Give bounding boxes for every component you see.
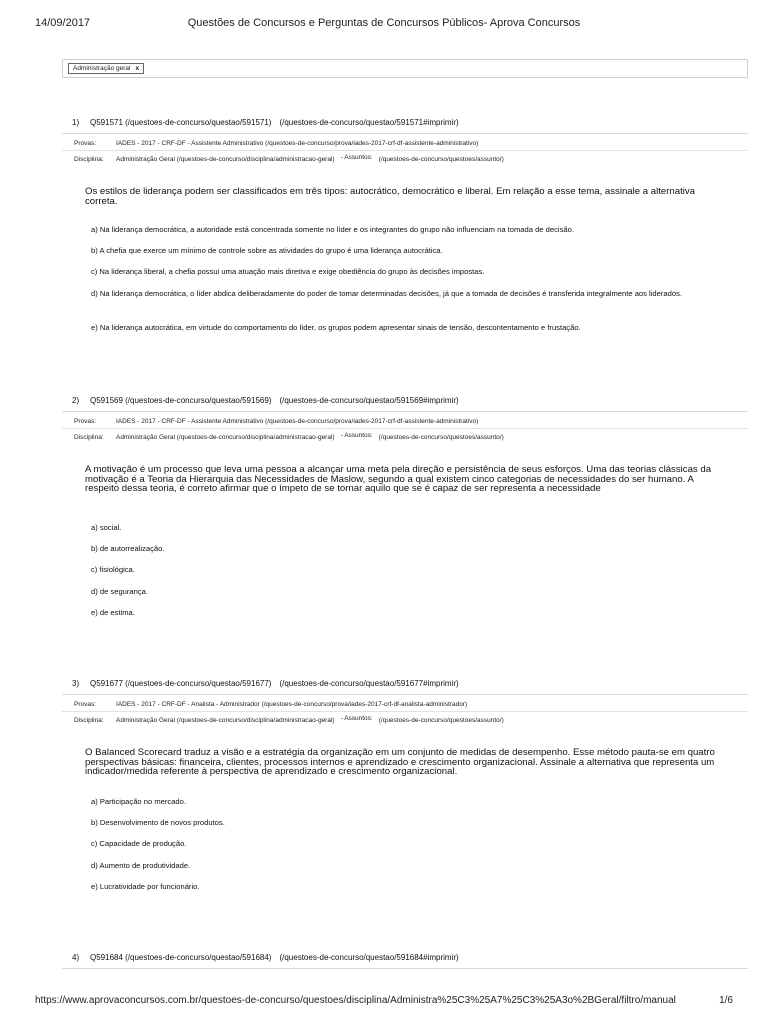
disciplina-label: Disciplina:	[74, 434, 104, 441]
divider	[62, 133, 748, 134]
print-date: 14/09/2017	[35, 17, 91, 29]
question-number: 1)	[72, 118, 80, 127]
disciplina-label: Disciplina:	[74, 156, 104, 163]
question-print-link[interactable]: (/questoes-de-concurso/questao/591569#imprimir)	[279, 396, 459, 405]
provas-link[interactable]: IADES - 2017 - CRF-DF - Assistente Administrativo (/questoes-de-concurso/prova/iades-2017-crf-df-assistente-administrativo)	[116, 418, 479, 425]
question-print-link[interactable]: (/questoes-de-concurso/questao/591684#imprimir)	[279, 953, 459, 962]
alternative-b[interactable]: b) de autorrealização.	[91, 544, 165, 553]
page-url: https://www.aprovaconcursos.com.br/questoes-de-concurso/questoes/disciplina/Administra%25C3%25A7%25C3%25A3o%2BGeral/filtro/manual	[35, 995, 676, 1006]
disciplina-label: Disciplina:	[74, 717, 104, 724]
alternative-d[interactable]: d) Na liderança democrática, o líder abdica deliberadamente do poder de tomar determinadas decisões, já que a tomada de decisões é transferida integralmente aos liderados.	[91, 289, 682, 298]
question-disciplina	[74, 154, 504, 163]
provas-link[interactable]: IADES - 2017 - CRF-DF - Assistente Administrativo (/questoes-de-concurso/prova/iades-2017-crf-df-assistente-administrativo)	[116, 140, 479, 147]
question-header	[72, 953, 459, 962]
alternative-b[interactable]: b) Desenvolvimento de novos produtos.	[91, 818, 225, 827]
question-number: 4)	[72, 953, 80, 962]
alternative-c[interactable]: c) Capacidade de produção.	[91, 839, 187, 848]
question-disciplina	[74, 432, 504, 441]
question-number: 3)	[72, 679, 80, 688]
print-header	[35, 17, 733, 31]
page-title: Questões de Concursos e Perguntas de Concursos Públicos- Aprova Concursos	[187, 17, 581, 29]
filter-tag-label: Administração geral	[73, 65, 131, 72]
page-number: 1/6	[719, 995, 733, 1006]
print-footer	[35, 995, 733, 1009]
question-header	[72, 118, 459, 127]
divider	[62, 428, 748, 429]
divider	[62, 711, 748, 712]
alternative-e[interactable]: e) de estima.	[91, 608, 135, 617]
alternative-c[interactable]: c) fisiológica.	[91, 565, 135, 574]
alternative-d[interactable]: d) Aumento de produtividade.	[91, 861, 191, 870]
alternative-a[interactable]: a) Participação no mercado.	[91, 797, 186, 806]
divider	[62, 150, 748, 151]
question-print-link[interactable]: (/questoes-de-concurso/questao/591677#imprimir)	[279, 679, 459, 688]
question-header	[72, 679, 459, 688]
assuntos-label: - Assuntos:	[340, 715, 373, 722]
question-header	[72, 396, 459, 405]
assuntos-label: - Assuntos:	[340, 154, 373, 161]
alternative-a[interactable]: a) social.	[91, 523, 122, 532]
question-number: 2)	[72, 396, 80, 405]
provas-link[interactable]: IADES - 2017 - CRF-DF - Analista - Administrador (/questoes-de-concurso/prova/iades-2017-crf-df-analista-administrador)	[116, 701, 468, 708]
alternative-d[interactable]: d) de segurança.	[91, 587, 148, 596]
question-provas	[74, 140, 478, 147]
assuntos-link[interactable]: (/questoes-de-concurso/questoes/assunto/)	[378, 434, 504, 441]
question-provas	[74, 418, 478, 425]
assuntos-link[interactable]: (/questoes-de-concurso/questoes/assunto/)	[378, 717, 504, 724]
alternative-a[interactable]: a) Na liderança democrática, a autoridade está concentrada somente no líder e os integrantes do grupo não influenciam na tomada de decisão.	[91, 225, 574, 234]
question-id-link[interactable]: Q591569 (/questoes-de-concurso/questao/591569)	[90, 396, 272, 405]
disciplina-link[interactable]: Administração Geral (/questoes-de-concurso/disciplina/administracao-geral)	[116, 434, 335, 441]
filter-tag-administracao-geral[interactable]	[68, 63, 144, 74]
provas-label: Provas:	[74, 418, 97, 425]
alternative-e[interactable]: e) Na liderança autocrática, em virtude do comportamento do líder, os grupos podem apresentar sinais de tensão, descontentamento e frustação.	[91, 323, 581, 332]
assuntos-label: - Assuntos:	[340, 432, 373, 439]
assuntos-link[interactable]: (/questoes-de-concurso/questoes/assunto/)	[378, 156, 504, 163]
divider	[62, 968, 748, 969]
disciplina-link[interactable]: Administração Geral (/questoes-de-concurso/disciplina/administracao-geral)	[116, 156, 335, 163]
provas-label: Provas:	[74, 701, 97, 708]
divider	[62, 411, 748, 412]
divider	[62, 694, 748, 695]
question-id-link[interactable]: Q591677 (/questoes-de-concurso/questao/591677)	[90, 679, 272, 688]
filter-bar	[62, 59, 748, 78]
question-id-link[interactable]: Q591571 (/questoes-de-concurso/questao/591571)	[90, 118, 272, 127]
question-stem: O Balanced Scorecard traduz a visão e a estratégia da organização em um conjunto de medidas de desempenho. Esse método pauta-se em quatro perspectivas básicas: financeira, clientes, processos internos e aprendizado e crescimento organizacional. Assinale a alternativa que representa um indicador/medida referente à perspectiva de aprendizado e crescimento organizacional.	[85, 747, 715, 777]
alternative-c[interactable]: c) Na liderança liberal, a chefia possui uma atuação mais diretiva e exige obediência do grupo às decisões impostas.	[91, 267, 485, 276]
question-stem: Os estilos de liderança podem ser classificados em três tipos: autocrático, democrático e liberal. Em relação a esse tema, assinale a alternativa correta.	[85, 186, 696, 207]
alternative-e[interactable]: e) Lucratividade por funcionário.	[91, 882, 200, 891]
question-disciplina	[74, 715, 504, 724]
alternative-b[interactable]: b) A chefia que exerce um mínimo de controle sobre as atividades do grupo é uma liderança autocrática.	[91, 246, 443, 255]
question-print-link[interactable]: (/questoes-de-concurso/questao/591571#imprimir)	[279, 118, 459, 127]
disciplina-link[interactable]: Administração Geral (/questoes-de-concurso/disciplina/administracao-geral)	[116, 717, 335, 724]
filter-tag-remove-button[interactable]: x	[135, 65, 140, 72]
provas-label: Provas:	[74, 140, 97, 147]
question-stem: A motivação é um processo que leva uma pessoa a alcançar uma meta pela direção e persistência de seus esforços. Uma das teorias clássicas da motivação é a Teoria da Hierarquia das Necessidades de Maslow, segundo a qual existem cinco categorias de necessidades do ser humano. A respeito dessa teoria, é correto afirmar que o ímpeto de se tornar aquilo que se é capaz de ser representa a necessidade	[85, 464, 712, 494]
question-provas	[74, 701, 467, 708]
question-id-link[interactable]: Q591684 (/questoes-de-concurso/questao/591684)	[90, 953, 272, 962]
